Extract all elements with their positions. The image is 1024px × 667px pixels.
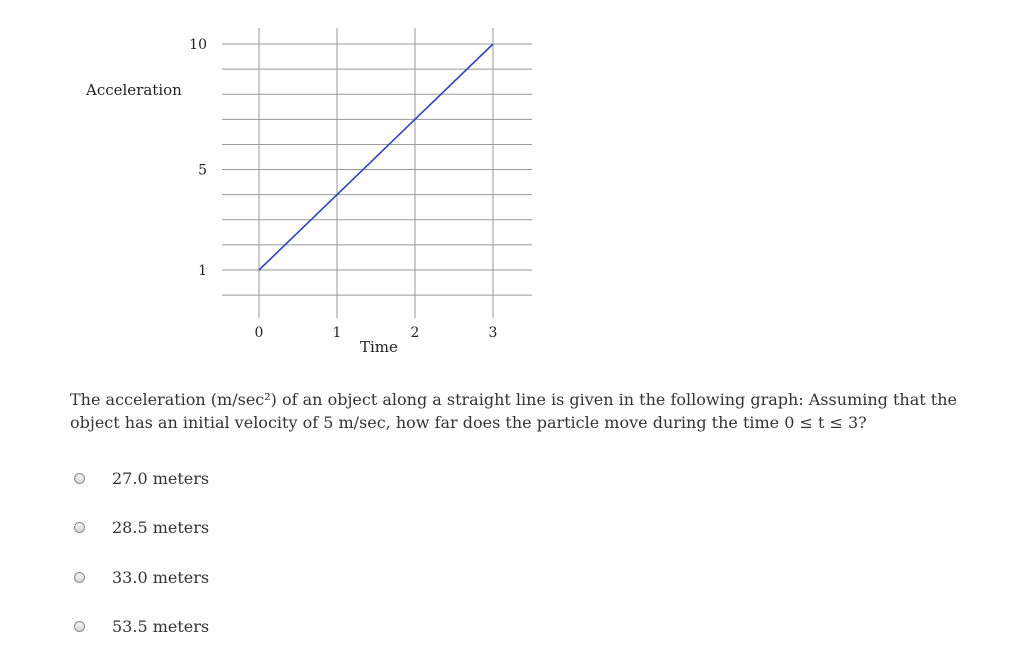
option-label: 28.5 meters <box>112 518 210 538</box>
x-tick-label: 3 <box>488 325 498 341</box>
y-tick-labels <box>189 37 207 279</box>
y-tick-label: 1 <box>198 263 207 279</box>
option-label: 27.0 meters <box>112 468 210 488</box>
x-axis-label: Time <box>360 338 398 356</box>
radio-button[interactable] <box>74 621 85 632</box>
question-text: The acceleration (m/sec²) of an object along a straight line is given in the following graph: Assuming that the object has an initial velocity of 5 m/sec, how far does the particle move during the time 0 ≤ t ≤ 3? <box>70 390 957 432</box>
x-tick-label: 1 <box>332 325 342 341</box>
option-2[interactable] <box>74 516 209 540</box>
acceleration-time-graph <box>0 0 560 370</box>
radio-button[interactable] <box>74 572 85 583</box>
option-4[interactable] <box>74 615 209 639</box>
option-1[interactable] <box>74 466 209 490</box>
radio-button[interactable] <box>74 522 85 533</box>
chart-series <box>259 44 493 270</box>
option-3[interactable] <box>74 565 209 589</box>
chart-grid <box>222 28 532 318</box>
radio-button[interactable] <box>74 473 85 484</box>
x-tick-label: 0 <box>254 325 264 341</box>
y-axis-label: Acceleration <box>86 81 182 99</box>
x-tick-label: 2 <box>410 325 420 341</box>
acceleration-line <box>259 44 493 270</box>
option-label: 33.0 meters <box>112 567 210 587</box>
y-tick-label: 5 <box>198 162 207 179</box>
y-tick-label: 10 <box>189 37 207 53</box>
answer-options <box>74 466 209 664</box>
option-label: 53.5 meters <box>112 617 210 637</box>
